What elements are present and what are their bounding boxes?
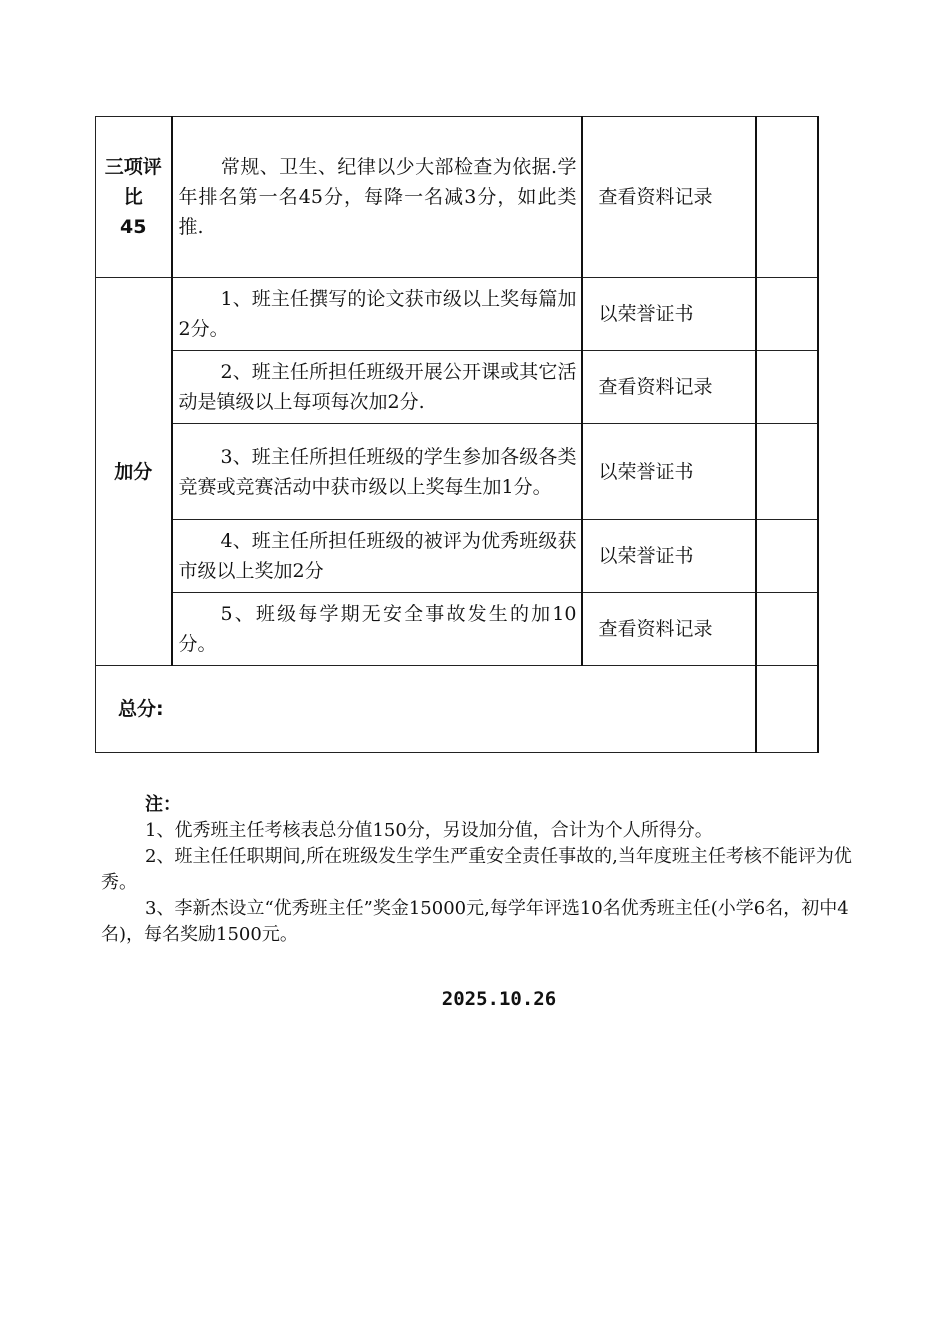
rule-text: 2、班主任所担任班级开展公开课或其它活动是镇级以上每项每次加2分. (178, 361, 577, 413)
table-row-bonus-4 (96, 520, 818, 593)
document-date: 2025.10.26 (441, 988, 557, 1010)
note-item: 3、李新杰设立“优秀班主任”奖金15000元,每学年评选10名优秀班主任(小学6名，初中4名)，每名奖励1500元。 (101, 898, 849, 945)
rule-cell (172, 117, 582, 278)
notes-heading: 注： (145, 794, 181, 815)
rule-text: 3、班主任所担任班级的学生参加各级各类竞赛或竞赛活动中获市级以上奖每生加1分。 (178, 445, 577, 498)
method-cell: 以荣誉证书 (582, 424, 756, 520)
score-cell[interactable] (756, 424, 818, 520)
category-line: 45 (120, 216, 147, 238)
total-score-cell[interactable] (756, 666, 818, 753)
table-row-bonus-3 (96, 424, 818, 520)
table-row-comparison (96, 117, 818, 278)
note-item: 1、优秀班主任考核表总分值150分，另设加分值，合计为个人所得分。 (145, 820, 713, 841)
notes-section (101, 792, 853, 948)
method-cell: 以荣誉证书 (582, 278, 756, 351)
table-row-bonus-1 (96, 278, 818, 351)
method-cell: 查看资料记录 (582, 593, 756, 666)
table-row-bonus-2 (96, 351, 818, 424)
score-cell[interactable] (756, 117, 818, 278)
table-row-total (96, 666, 818, 753)
rule-text: 1、班主任撰写的论文获市级以上奖每篇加2分。 (178, 288, 577, 340)
category-line: 比 (123, 186, 143, 208)
rule-text: 5、班级每学期无安全事故发生的加10分。 (178, 603, 577, 655)
method-cell: 以荣誉证书 (582, 520, 756, 593)
rule-cell (172, 424, 582, 520)
rule-cell (172, 278, 582, 351)
assessment-table (95, 116, 819, 753)
method-cell: 查看资料记录 (582, 117, 756, 278)
category-line: 三项评 (104, 156, 162, 178)
rule-cell (172, 593, 582, 666)
rule-text: 常规、卫生、纪律以少大部检查为依据.学年排名第一名45分，每降一名减3分，如此类推. (178, 156, 577, 238)
score-cell[interactable] (756, 278, 818, 351)
category-cell-bonus: 加分 (96, 278, 172, 666)
score-cell[interactable] (756, 351, 818, 424)
table-row-bonus-5 (96, 593, 818, 666)
category-cell-comparison (96, 117, 172, 278)
score-cell[interactable] (756, 593, 818, 666)
score-cell[interactable] (756, 520, 818, 593)
rule-cell (172, 351, 582, 424)
rule-cell (172, 520, 582, 593)
rule-text: 4、班主任所担任班级的被评为优秀班级获市级以上奖加2分 (178, 530, 577, 582)
total-label: 总分: (96, 666, 756, 753)
method-cell: 查看资料记录 (582, 351, 756, 424)
note-item: 2、班主任任职期间,所在班级发生学生严重安全责任事故的,当年度班主任考核不能评为优秀。 (101, 846, 852, 893)
